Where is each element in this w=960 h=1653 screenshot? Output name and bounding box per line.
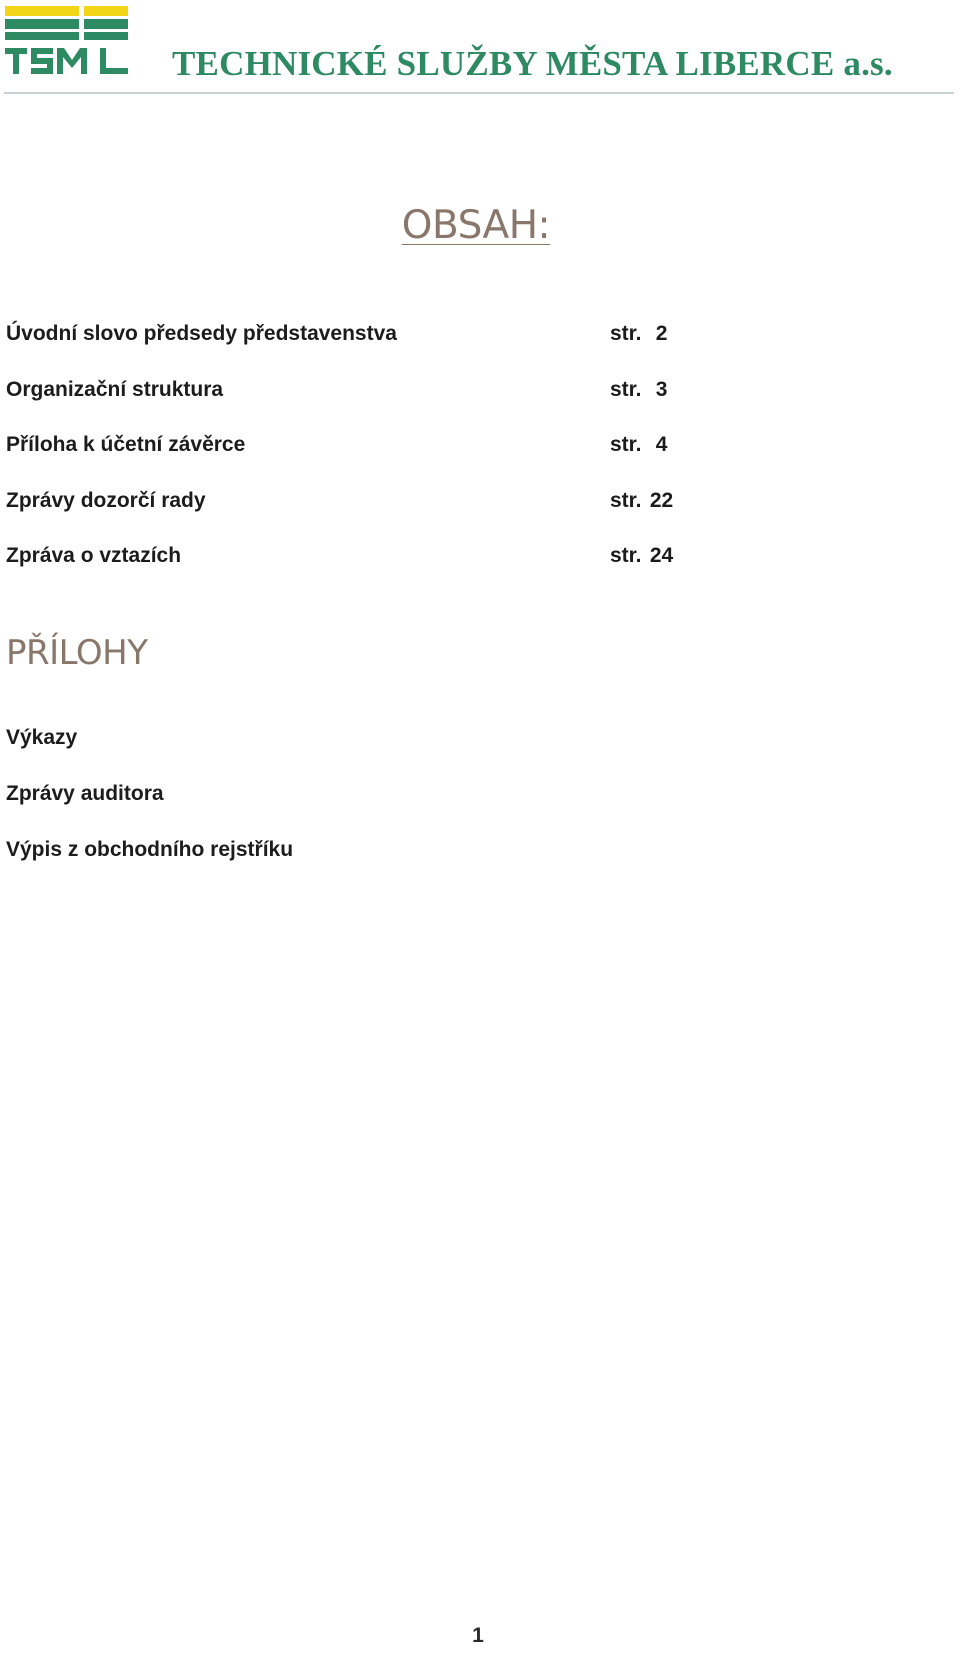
toc-entry-label: Zprávy dozorčí rady: [6, 488, 206, 512]
tsml-logo: [4, 4, 134, 84]
toc-entry-page: [610, 489, 682, 513]
toc-entry: [6, 378, 706, 434]
toc-page-prefix: str.: [610, 488, 642, 512]
toc-entry-label: Zpráva o vztazích: [6, 544, 182, 567]
appendix-item: Zprávy auditora: [6, 782, 164, 805]
toc-entry: [6, 322, 706, 378]
toc-page-prefix: str.: [610, 433, 642, 456]
table-of-contents: [6, 322, 706, 600]
contents-title: OBSAH:: [401, 203, 551, 248]
toc-entry-page: [610, 322, 682, 346]
toc-page-prefix: str.: [610, 544, 642, 567]
page-header: [4, 4, 956, 94]
appendices-title: PŘÍLOHY: [6, 633, 148, 673]
toc-entry-label: Příloha k účetní závěrce: [6, 433, 246, 456]
toc-entry-label: Úvodní slovo předsedy představenstva: [6, 322, 397, 345]
toc-page-number: 4: [655, 433, 668, 456]
toc-page-number: 22: [649, 488, 674, 512]
toc-page-prefix: str.: [610, 377, 642, 401]
toc-page-number: 2: [655, 322, 668, 345]
toc-entry-page: [610, 544, 682, 568]
toc-entry: [6, 544, 706, 600]
appendices-list: [6, 726, 293, 894]
toc-entry: [6, 489, 706, 545]
toc-entry-label: Organizační struktura: [6, 377, 224, 401]
toc-entry: [6, 433, 706, 489]
header-divider: [4, 92, 954, 94]
company-name: TECHNICKÉ SLUŽBY MĚSTA LIBERCE a.s.: [172, 44, 893, 83]
toc-entry-page: [610, 378, 682, 402]
toc-page-number: 3: [655, 377, 668, 401]
page-number: 1: [472, 1624, 484, 1647]
toc-entry-page: [610, 433, 682, 457]
appendix-item: Výkazy: [6, 726, 78, 749]
appendix-item: Výpis z obchodního rejstříku: [6, 838, 294, 861]
toc-page-number: 24: [649, 544, 674, 567]
toc-page-prefix: str.: [610, 322, 642, 345]
